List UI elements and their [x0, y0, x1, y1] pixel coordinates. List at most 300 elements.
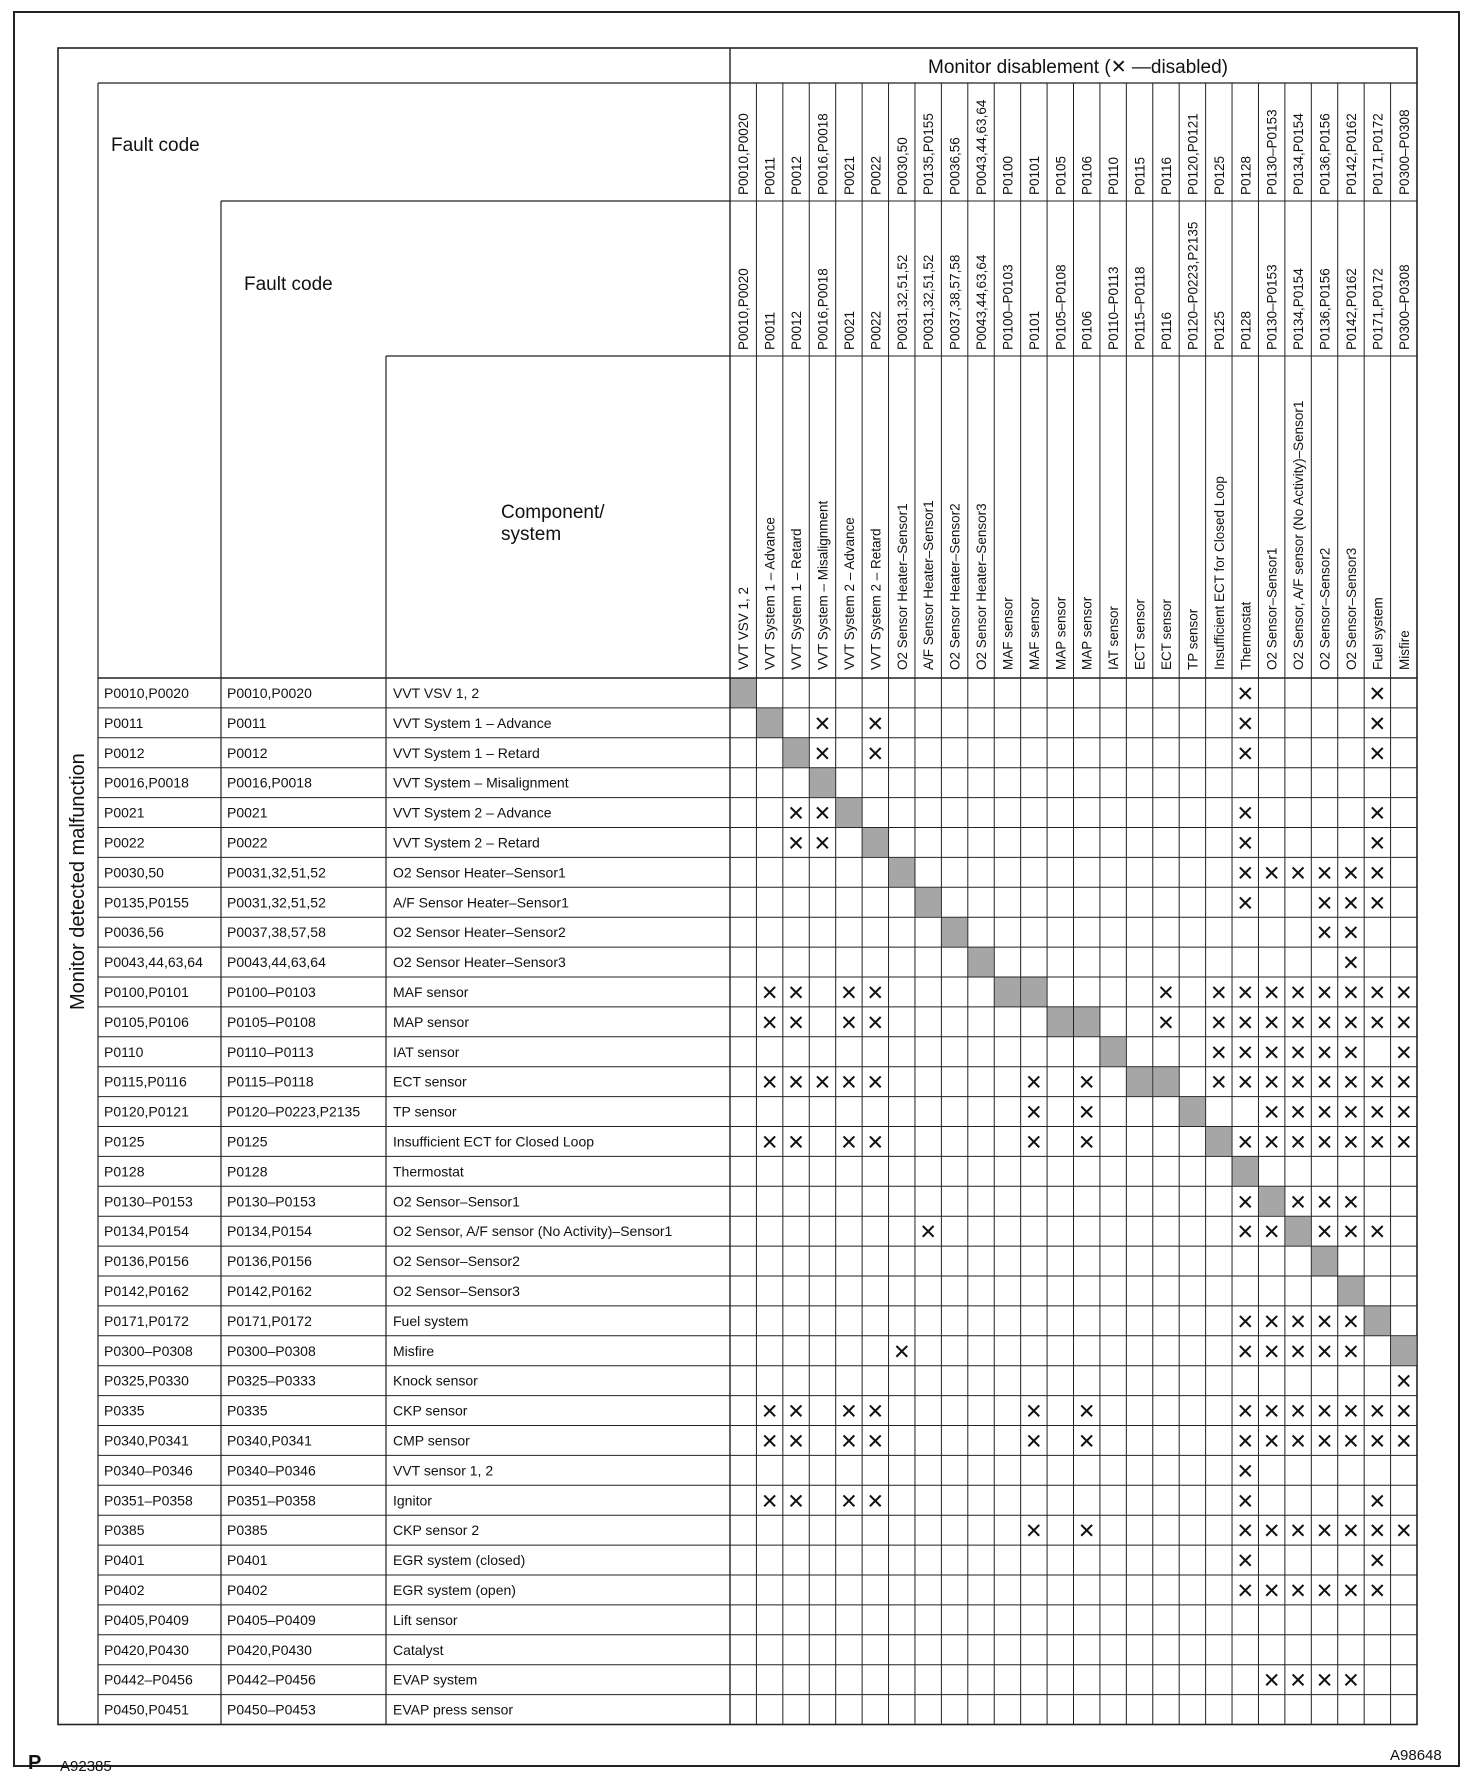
shaded-cell [995, 978, 1020, 1007]
disabled-mark: ✕ [1077, 1130, 1096, 1155]
column-component-name: Misfire [1396, 630, 1412, 670]
row-code-a: P0105,P0106 [104, 1013, 189, 1030]
disabled-mark: ✕ [866, 980, 885, 1005]
monitor-disablement-title: Monitor disablement (✕ —disabled) [928, 57, 1228, 78]
column-code-b: P0011 [762, 311, 778, 350]
column-code-b: P0010,P0020 [736, 268, 752, 350]
disabled-mark: ✕ [1394, 1010, 1413, 1035]
column-code-a: P0101 [1026, 155, 1042, 195]
disabled-mark: ✕ [1289, 1100, 1307, 1125]
column-code-b: P0120–P0223,P2135 [1185, 221, 1201, 350]
disabled-mark: ✕ [787, 1399, 805, 1424]
row-component-name: VVT System 1 – Advance [393, 714, 552, 731]
row-code-a: P0300–P0308 [104, 1342, 193, 1359]
row-code-b: P0340–P0346 [227, 1462, 316, 1479]
disabled-mark: ✕ [1368, 1489, 1387, 1514]
row-code-b: P0405–P0409 [227, 1611, 316, 1628]
column-component-name: VVT System 1 – Retard [789, 528, 805, 670]
row-code-a: P0401 [104, 1552, 145, 1569]
disabled-mark: ✕ [1289, 1578, 1307, 1603]
column-component-name: O2 Sensor Heater–Sensor1 [894, 503, 910, 670]
column-component-name: O2 Sensor–Sensor3 [1343, 547, 1359, 670]
shaded-cell [1021, 978, 1046, 1007]
row-code-a: P0021 [104, 804, 145, 821]
column-code-a: P0022 [868, 155, 884, 195]
row-code-b: P0134,P0154 [227, 1223, 312, 1240]
row-component-name: O2 Sensor–Sensor2 [393, 1253, 520, 1270]
disabled-mark: ✕ [1262, 1668, 1281, 1693]
shaded-cell [915, 888, 940, 917]
disabled-mark: ✕ [1236, 681, 1255, 706]
disabled-mark: ✕ [1077, 1429, 1096, 1454]
shaded-cell [1100, 1037, 1125, 1066]
row-code-a: P0442–P0456 [104, 1671, 193, 1688]
disabled-mark: ✕ [1368, 1130, 1387, 1155]
disabled-mark: ✕ [760, 980, 779, 1005]
row-code-a: P0022 [104, 834, 145, 851]
column-component-name: VVT System – Misalignment [815, 500, 831, 670]
row-code-b: P0031,32,51,52 [227, 864, 326, 881]
disabled-mark: ✕ [840, 1130, 858, 1155]
disabled-mark: ✕ [1368, 1100, 1387, 1125]
column-component-name: IAT sensor [1106, 605, 1122, 670]
disabled-mark: ✕ [1342, 1100, 1360, 1125]
disabled-mark: ✕ [1342, 861, 1360, 886]
component-system-header: Component/ system [501, 502, 605, 545]
column-code-a: P0135,P0155 [921, 113, 937, 195]
shaded-cell [1048, 1007, 1073, 1036]
row-component-name: VVT System 2 – Retard [393, 834, 540, 851]
column-code-b: P0115–P0118 [1132, 266, 1148, 350]
disabled-mark: ✕ [1077, 1070, 1096, 1095]
disabled-mark: ✕ [1236, 1578, 1255, 1603]
disabled-mark: ✕ [1368, 861, 1387, 886]
column-code-b: P0031,32,51,52 [921, 254, 937, 350]
shaded-cell [1180, 1097, 1205, 1126]
row-code-a: P0171,P0172 [104, 1312, 189, 1329]
column-component-name: O2 Sensor, A/F sensor (No Activity)–Sensor1 [1291, 400, 1307, 670]
disabled-mark: ✕ [1342, 1010, 1360, 1035]
shaded-cell [942, 918, 967, 947]
disabled-mark: ✕ [1262, 1010, 1281, 1035]
row-code-b: P0402 [227, 1581, 268, 1598]
row-component-name: O2 Sensor–Sensor3 [393, 1282, 520, 1299]
row-code-a: P0120,P0121 [104, 1103, 189, 1120]
row-code-a: P0450,P0451 [104, 1701, 189, 1718]
row-code-a: P0134,P0154 [104, 1223, 189, 1240]
disabled-mark: ✕ [1289, 1070, 1307, 1095]
column-code-a: P0030,50 [894, 137, 910, 195]
disabled-mark: ✕ [1025, 1130, 1043, 1155]
disabled-mark: ✕ [840, 1010, 858, 1035]
column-code-a: P0105 [1053, 155, 1069, 195]
disabled-mark: ✕ [787, 831, 805, 856]
disabled-mark: ✕ [1315, 1070, 1334, 1095]
row-code-a: P0405,P0409 [104, 1611, 189, 1628]
row-code-a: P0402 [104, 1581, 145, 1598]
disabled-mark: ✕ [1289, 1010, 1307, 1035]
disabled-mark: ✕ [787, 1070, 805, 1095]
row-code-b: P0120–P0223,P2135 [227, 1103, 361, 1120]
disabled-mark: ✕ [813, 711, 832, 736]
row-code-b: P0011 [227, 714, 267, 731]
row-code-b: P0115–P0118 [227, 1073, 314, 1090]
row-code-b: P0450–P0453 [227, 1701, 316, 1718]
row-component-name: VVT sensor 1, 2 [393, 1462, 494, 1479]
disabled-mark: ✕ [1342, 1668, 1360, 1693]
disabled-mark: ✕ [1394, 1429, 1413, 1454]
disabled-mark: ✕ [1262, 861, 1281, 886]
row-code-b: P0401 [227, 1552, 268, 1569]
column-code-b: P0037,38,57,58 [947, 254, 963, 350]
column-code-a: P0134,P0154 [1291, 113, 1307, 195]
shaded-cell [836, 798, 861, 827]
column-code-b: P0012 [789, 310, 805, 350]
column-code-a: P0100 [1000, 155, 1016, 195]
disabled-mark: ✕ [1236, 1130, 1255, 1155]
row-component-name: CKP sensor 2 [393, 1522, 480, 1539]
shaded-cell [863, 828, 888, 857]
column-code-b: P0021 [841, 310, 857, 350]
row-component-name: O2 Sensor, A/F sensor (No Activity)–Sensor1 [393, 1223, 673, 1240]
disabled-mark: ✕ [760, 1070, 779, 1095]
shaded-cell [1312, 1247, 1337, 1276]
disabled-mark: ✕ [813, 741, 832, 766]
column-code-b: P0106 [1079, 310, 1095, 350]
row-code-b: P0031,32,51,52 [227, 894, 326, 911]
disabled-mark: ✕ [1025, 1429, 1043, 1454]
row-code-a: P0335 [104, 1402, 145, 1419]
row-code-a: P0351–P0358 [104, 1492, 193, 1509]
disabled-mark: ✕ [1368, 831, 1387, 856]
disabled-mark: ✕ [1289, 1399, 1307, 1424]
disabled-mark: ✕ [1315, 1399, 1334, 1424]
disabled-mark: ✕ [1025, 1100, 1043, 1125]
disabled-mark: ✕ [1315, 861, 1334, 886]
row-component-name: MAF sensor [393, 983, 469, 1000]
disabled-mark: ✕ [787, 801, 805, 826]
disabled-mark: ✕ [1315, 1519, 1334, 1544]
row-component-name: O2 Sensor Heater–Sensor2 [393, 924, 566, 941]
disabled-mark: ✕ [1342, 1339, 1360, 1364]
disabled-mark: ✕ [1157, 980, 1175, 1005]
column-code-a: P0016,P0018 [815, 113, 831, 195]
disabled-mark: ✕ [1236, 1220, 1255, 1245]
row-code-a: P0142,P0162 [104, 1282, 189, 1299]
column-component-name: O2 Sensor Heater–Sensor2 [947, 503, 963, 670]
column-code-a: P0125 [1211, 155, 1227, 195]
row-component-name: CKP sensor [393, 1402, 468, 1419]
shaded-cell [1206, 1127, 1231, 1156]
disabled-mark: ✕ [1262, 1309, 1281, 1334]
disabled-mark: ✕ [1368, 1549, 1387, 1574]
column-code-b: P0134,P0154 [1291, 268, 1307, 350]
disabled-mark: ✕ [787, 980, 805, 1005]
disabled-mark: ✕ [1236, 801, 1255, 826]
disabled-mark: ✕ [840, 1429, 858, 1454]
row-code-b: P0300–P0308 [227, 1342, 316, 1359]
disabled-mark: ✕ [1315, 1429, 1334, 1454]
column-component-name: ECT sensor [1158, 598, 1174, 670]
disabled-mark: ✕ [866, 1010, 885, 1035]
row-component-name: CMP sensor [393, 1432, 470, 1449]
disabled-mark: ✕ [1236, 1309, 1255, 1334]
disabled-mark: ✕ [1342, 1040, 1360, 1065]
column-code-b: P0116 [1158, 311, 1174, 350]
row-code-b: P0022 [227, 834, 268, 851]
disabled-mark: ✕ [866, 711, 885, 736]
row-component-name: VVT System 1 – Retard [393, 744, 540, 761]
disabled-mark: ✕ [1394, 980, 1413, 1005]
disabled-mark: ✕ [1368, 1220, 1387, 1245]
disabled-mark: ✕ [1368, 1070, 1387, 1095]
row-component-name: MAP sensor [393, 1013, 469, 1030]
disabled-mark: ✕ [1236, 1010, 1255, 1035]
disabled-mark: ✕ [1157, 1010, 1175, 1035]
row-code-a: P0011 [104, 714, 144, 731]
disabled-mark: ✕ [1342, 1429, 1360, 1454]
shaded-cell [1127, 1067, 1152, 1096]
column-code-b: P0125 [1211, 310, 1227, 350]
row-component-name: Lift sensor [393, 1611, 458, 1628]
column-component-name: O2 Sensor Heater–Sensor3 [974, 503, 990, 670]
row-code-b: P0442–P0456 [227, 1671, 316, 1688]
disabled-mark: ✕ [1236, 1399, 1255, 1424]
disabled-mark: ✕ [866, 1130, 885, 1155]
row-component-name: VVT System 2 – Advance [393, 804, 552, 821]
column-component-name: VVT System 1 – Advance [762, 517, 778, 670]
disabled-mark: ✕ [1236, 861, 1255, 886]
disabled-mark: ✕ [1368, 1429, 1387, 1454]
row-component-name: VVT System – Misalignment [393, 774, 569, 791]
column-code-b: P0101 [1026, 310, 1042, 350]
column-component-name: MAF sensor [1026, 597, 1042, 670]
shaded-cell [968, 948, 993, 977]
disabled-mark: ✕ [1210, 980, 1228, 1005]
disabled-mark: ✕ [919, 1220, 937, 1245]
disabled-mark: ✕ [1289, 1309, 1307, 1334]
column-code-b: P0300–P0308 [1396, 264, 1412, 350]
disabled-mark: ✕ [1236, 741, 1255, 766]
disabled-mark: ✕ [1289, 1519, 1307, 1544]
disabled-mark: ✕ [1368, 1399, 1387, 1424]
disabled-mark: ✕ [1368, 891, 1387, 916]
row-code-b: P0171,P0172 [227, 1312, 312, 1329]
disabled-mark: ✕ [1025, 1399, 1043, 1424]
disabled-mark: ✕ [1236, 980, 1255, 1005]
column-code-a: P0171,P0172 [1370, 113, 1386, 195]
row-component-name: EVAP press sensor [393, 1701, 514, 1718]
row-code-a: P0325,P0330 [104, 1372, 189, 1389]
column-component-name: VVT System 2 – Advance [841, 517, 857, 670]
row-component-name: O2 Sensor Heater–Sensor1 [393, 864, 566, 881]
row-code-a: P0115,P0116 [104, 1073, 187, 1090]
row-component-name: Ignitor [393, 1492, 432, 1509]
disabled-mark: ✕ [1289, 861, 1307, 886]
disabled-mark: ✕ [1342, 1399, 1360, 1424]
row-code-b: P0016,P0018 [227, 774, 312, 791]
row-code-b: P0335 [227, 1402, 268, 1419]
row-code-b: P0010,P0020 [227, 684, 312, 701]
column-code-b: P0100–P0103 [1000, 264, 1016, 350]
shaded-cell [1259, 1187, 1284, 1216]
column-component-name: Insufficient ECT for Closed Loop [1211, 476, 1227, 670]
column-component-name: ECT sensor [1132, 598, 1148, 670]
disabled-mark: ✕ [1342, 921, 1360, 946]
disabled-mark: ✕ [1315, 1040, 1334, 1065]
row-code-a: P0012 [104, 744, 145, 761]
footer-right-id: A98648 [1390, 1747, 1442, 1764]
disabled-mark: ✕ [840, 1399, 858, 1424]
disabled-mark: ✕ [1236, 1190, 1255, 1215]
disabled-mark: ✕ [1315, 921, 1334, 946]
monitor-detected-malfunction-label: Monitor detected malfunction [67, 753, 89, 1010]
disabled-mark: ✕ [1394, 1369, 1413, 1394]
disabled-mark: ✕ [866, 1489, 885, 1514]
row-component-name: Catalyst [393, 1641, 444, 1658]
row-component-name: O2 Sensor Heater–Sensor3 [393, 954, 566, 971]
column-code-a: P0128 [1238, 155, 1254, 195]
disabled-mark: ✕ [760, 1399, 779, 1424]
disabled-mark: ✕ [1289, 1429, 1307, 1454]
row-code-b: P0110–P0113 [227, 1043, 314, 1060]
column-code-a: P0142,P0162 [1343, 113, 1359, 195]
row-component-name: IAT sensor [393, 1043, 460, 1060]
row-code-a: P0340–P0346 [104, 1462, 193, 1479]
column-component-name: TP sensor [1185, 608, 1201, 670]
row-code-b: P0021 [227, 804, 268, 821]
disabled-mark: ✕ [787, 1429, 805, 1454]
disabled-mark: ✕ [1368, 741, 1387, 766]
disabled-mark: ✕ [1342, 1578, 1360, 1603]
row-code-a: P0010,P0020 [104, 684, 189, 701]
row-code-a: P0130–P0153 [104, 1193, 193, 1210]
shaded-cell [1365, 1306, 1390, 1335]
column-code-b: P0105–P0108 [1053, 264, 1069, 350]
disabled-mark: ✕ [1342, 1130, 1360, 1155]
column-component-name: Thermostat [1238, 601, 1254, 670]
disabled-mark: ✕ [1077, 1519, 1096, 1544]
disabled-mark: ✕ [1315, 1220, 1334, 1245]
shaded-cell [810, 768, 835, 797]
disabled-mark: ✕ [1262, 980, 1281, 1005]
column-component-name: MAF sensor [1000, 597, 1016, 670]
shaded-cell [1233, 1157, 1258, 1186]
disabled-mark: ✕ [1236, 1070, 1255, 1095]
column-code-a: P0106 [1079, 155, 1095, 195]
column-code-a: P0036,56 [947, 137, 963, 195]
disabled-mark: ✕ [1315, 1010, 1334, 1035]
shaded-cell [1285, 1217, 1310, 1246]
row-code-a: P0016,P0018 [104, 774, 189, 791]
disabled-mark: ✕ [1262, 1519, 1281, 1544]
disabled-mark: ✕ [1262, 1339, 1281, 1364]
disabled-mark: ✕ [1210, 1040, 1228, 1065]
column-code-a: P0043,44,63,64 [974, 99, 990, 195]
disabled-mark: ✕ [787, 1489, 805, 1514]
disabled-mark: ✕ [760, 1130, 779, 1155]
shaded-cell [1391, 1336, 1416, 1365]
row-code-a: P0135,P0155 [104, 894, 189, 911]
disabled-mark: ✕ [1394, 1399, 1413, 1424]
disabled-mark: ✕ [1315, 1309, 1334, 1334]
disabled-mark: ✕ [787, 1130, 805, 1155]
row-component-name: Thermostat [393, 1163, 464, 1180]
disabled-mark: ✕ [892, 1339, 911, 1364]
fault-code-header-col: Fault code [244, 274, 333, 295]
row-code-b: P0142,P0162 [227, 1282, 312, 1299]
row-code-b: P0351–P0358 [227, 1492, 316, 1509]
column-code-a: P0012 [789, 155, 805, 195]
row-component-name: O2 Sensor–Sensor1 [393, 1193, 520, 1210]
disabled-mark: ✕ [1368, 1578, 1387, 1603]
disabled-mark: ✕ [1315, 1190, 1334, 1215]
column-code-a: P0120,P0121 [1185, 113, 1201, 195]
disabled-mark: ✕ [1289, 1190, 1307, 1215]
column-code-a: P0115 [1132, 156, 1148, 195]
shaded-cell [1338, 1277, 1363, 1306]
disabled-mark: ✕ [1262, 1399, 1281, 1424]
disabled-mark: ✕ [1394, 1130, 1413, 1155]
row-code-b: P0130–P0153 [227, 1193, 316, 1210]
disabled-mark: ✕ [1342, 980, 1360, 1005]
disabled-mark: ✕ [1342, 891, 1360, 916]
disabled-mark: ✕ [1315, 1339, 1334, 1364]
row-code-a: P0036,56 [104, 924, 164, 941]
column-code-b: P0110–P0113 [1106, 266, 1122, 350]
disabled-mark: ✕ [813, 1070, 832, 1095]
disabled-mark: ✕ [1236, 1519, 1255, 1544]
disabled-mark: ✕ [1289, 1668, 1307, 1693]
disabled-mark: ✕ [760, 1429, 779, 1454]
column-code-a: P0130–P0153 [1264, 109, 1280, 195]
disabled-mark: ✕ [1289, 1040, 1307, 1065]
disabled-mark: ✕ [1368, 1010, 1387, 1035]
disabled-mark: ✕ [1077, 1100, 1096, 1125]
disabled-mark: ✕ [1368, 711, 1387, 736]
disabled-mark: ✕ [1262, 1130, 1281, 1155]
row-component-name: ECT sensor [393, 1073, 467, 1090]
column-code-b: P0142,P0162 [1343, 268, 1359, 350]
row-component-name: EVAP system [393, 1671, 478, 1688]
footer-p-mark: P [28, 1752, 42, 1774]
disabled-mark: ✕ [813, 831, 832, 856]
disabled-mark: ✕ [1236, 1459, 1255, 1484]
disabled-mark: ✕ [840, 1070, 858, 1095]
disabled-mark: ✕ [1315, 1130, 1334, 1155]
disabled-mark: ✕ [760, 1010, 779, 1035]
disabled-mark: ✕ [1342, 1220, 1360, 1245]
disabled-mark: ✕ [1262, 1429, 1281, 1454]
disabled-mark: ✕ [1262, 1100, 1281, 1125]
disabled-mark: ✕ [1342, 1070, 1360, 1095]
shaded-cell [889, 858, 914, 887]
row-code-b: P0385 [227, 1522, 268, 1539]
disabled-mark: ✕ [1236, 831, 1255, 856]
disabled-mark: ✕ [1368, 980, 1387, 1005]
row-component-name: VVT VSV 1, 2 [393, 684, 480, 701]
disabled-mark: ✕ [1262, 1220, 1281, 1245]
column-code-a: P0010,P0020 [736, 113, 752, 195]
disabled-mark: ✕ [787, 1010, 805, 1035]
column-code-a: P0011 [762, 156, 778, 195]
column-code-a: P0021 [841, 155, 857, 195]
column-component-name: VVT System 2 – Retard [868, 528, 884, 670]
row-code-b: P0340,P0341 [227, 1432, 312, 1449]
disabled-mark: ✕ [1342, 1309, 1360, 1334]
disabled-mark: ✕ [1394, 1519, 1413, 1544]
column-code-b: P0043,44,63,64 [974, 254, 990, 350]
